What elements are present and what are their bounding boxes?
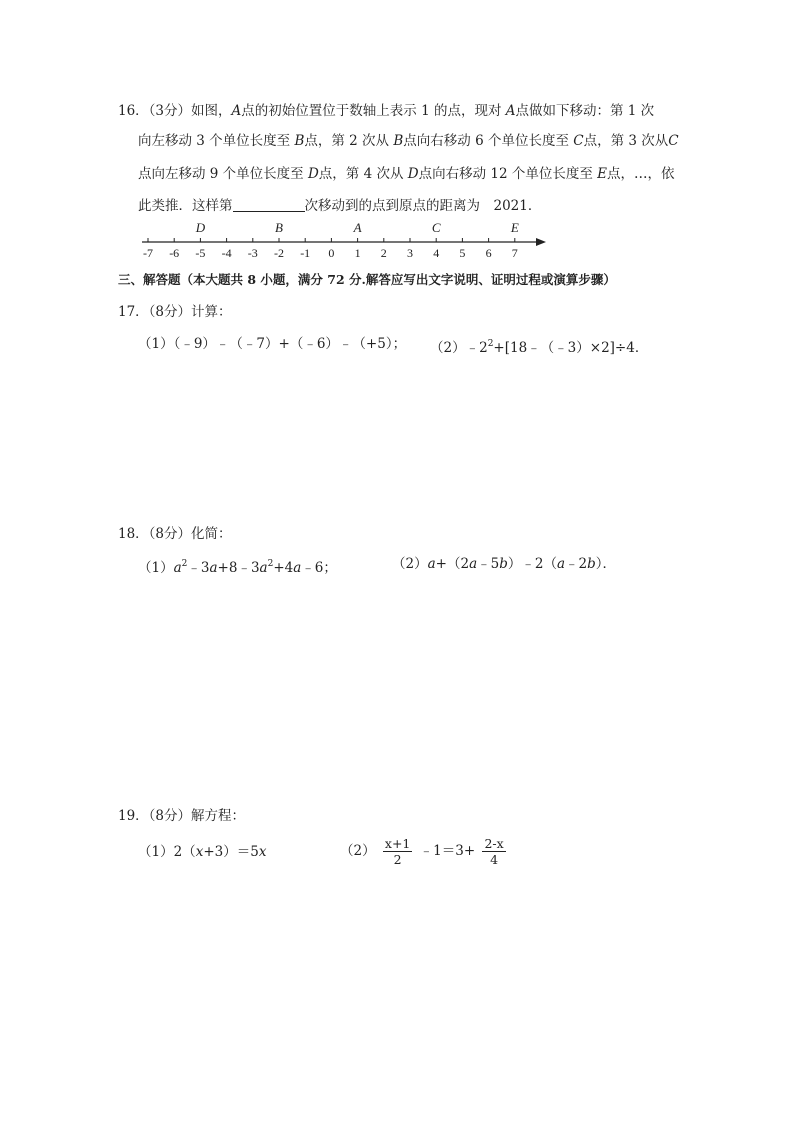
q17-title: 17．（8分）计算： bbox=[118, 304, 232, 320]
tick-label: -7 bbox=[143, 246, 153, 260]
q17-part-1: （1）（﹣9）﹣（﹣7）+（﹣6）﹣（+5）； bbox=[138, 336, 407, 352]
q19-part-1: （1）2（x+3）＝5x bbox=[138, 844, 267, 860]
q18-part-2: （2）a+（2a﹣5b）﹣2（a﹣2b）． bbox=[392, 556, 617, 572]
tick-label: -1 bbox=[300, 246, 311, 260]
tick-label: 7 bbox=[511, 246, 518, 260]
point-label-b: B bbox=[275, 220, 283, 235]
q16-line-2: 向左移动 3 个单位长度至 B点，第 2 次从 B点向右移动 6 个单位长度至 C点，第 3 次从C bbox=[138, 133, 679, 149]
point-label-a: A bbox=[353, 220, 362, 235]
q19-part-2: （2） $\frac{x+1}{2}$ ﹣1＝3+ $\frac{2-x}{4}$ bbox=[340, 836, 504, 867]
fraction-2: $\frac{2-x}{4}$ bbox=[484, 836, 504, 867]
q18-title: 18．（8分）化简： bbox=[118, 526, 232, 542]
tick-label: 5 bbox=[459, 246, 466, 260]
tick-label: -3 bbox=[247, 246, 258, 260]
arrow-icon bbox=[536, 238, 546, 246]
q18-part-1: $(1)a^2﹣3a+8﹣3a^2+4a﹣6$； bbox=[138, 559, 337, 576]
section-heading: 三、解答题（本大题共 8 小题，满分 72 分.解答应写出文字说明、证明过程或演算步骤） bbox=[118, 272, 616, 287]
tick-label: 2 bbox=[380, 246, 387, 260]
tick-label: 6 bbox=[485, 246, 492, 260]
answer-blank[interactable] bbox=[233, 197, 305, 212]
q19-title: 19．（8分）解方程： bbox=[118, 808, 246, 824]
tick-label: -6 bbox=[169, 246, 180, 260]
tick-label: -5 bbox=[195, 246, 206, 260]
tick-label: 1 bbox=[354, 246, 361, 260]
tick-label: 3 bbox=[407, 246, 413, 260]
point-label-e: E bbox=[510, 220, 519, 235]
tick-label: 4 bbox=[433, 246, 440, 260]
q16-line-3: 点向左移动 9 个单位长度至 D点，第 4 次从 D点向右移动 12 个单位长度至 E点，…，依 bbox=[138, 166, 675, 182]
tick-label: 0 bbox=[328, 246, 335, 260]
number-line bbox=[130, 218, 560, 262]
tick-label: -4 bbox=[221, 246, 232, 260]
point-label-d: D bbox=[195, 220, 206, 235]
tick-label: -2 bbox=[274, 246, 284, 260]
fraction-1: $\frac{x+1}{2}$ bbox=[384, 836, 411, 867]
point-label-c: C bbox=[431, 220, 441, 235]
q16-line-1: 16．（3分）如图，A点的初始位置位于数轴上表示 1 的点，现对 A点做如下移动：第 1 次 bbox=[118, 103, 655, 119]
q17-part-2: $(2)﹣2^2+[18﹣(﹣3)\times 2]\div 4$． bbox=[430, 339, 649, 356]
q16-line-4: 此类推．这样第 次移动到的点到原点的距离为 2021． bbox=[138, 198, 542, 214]
